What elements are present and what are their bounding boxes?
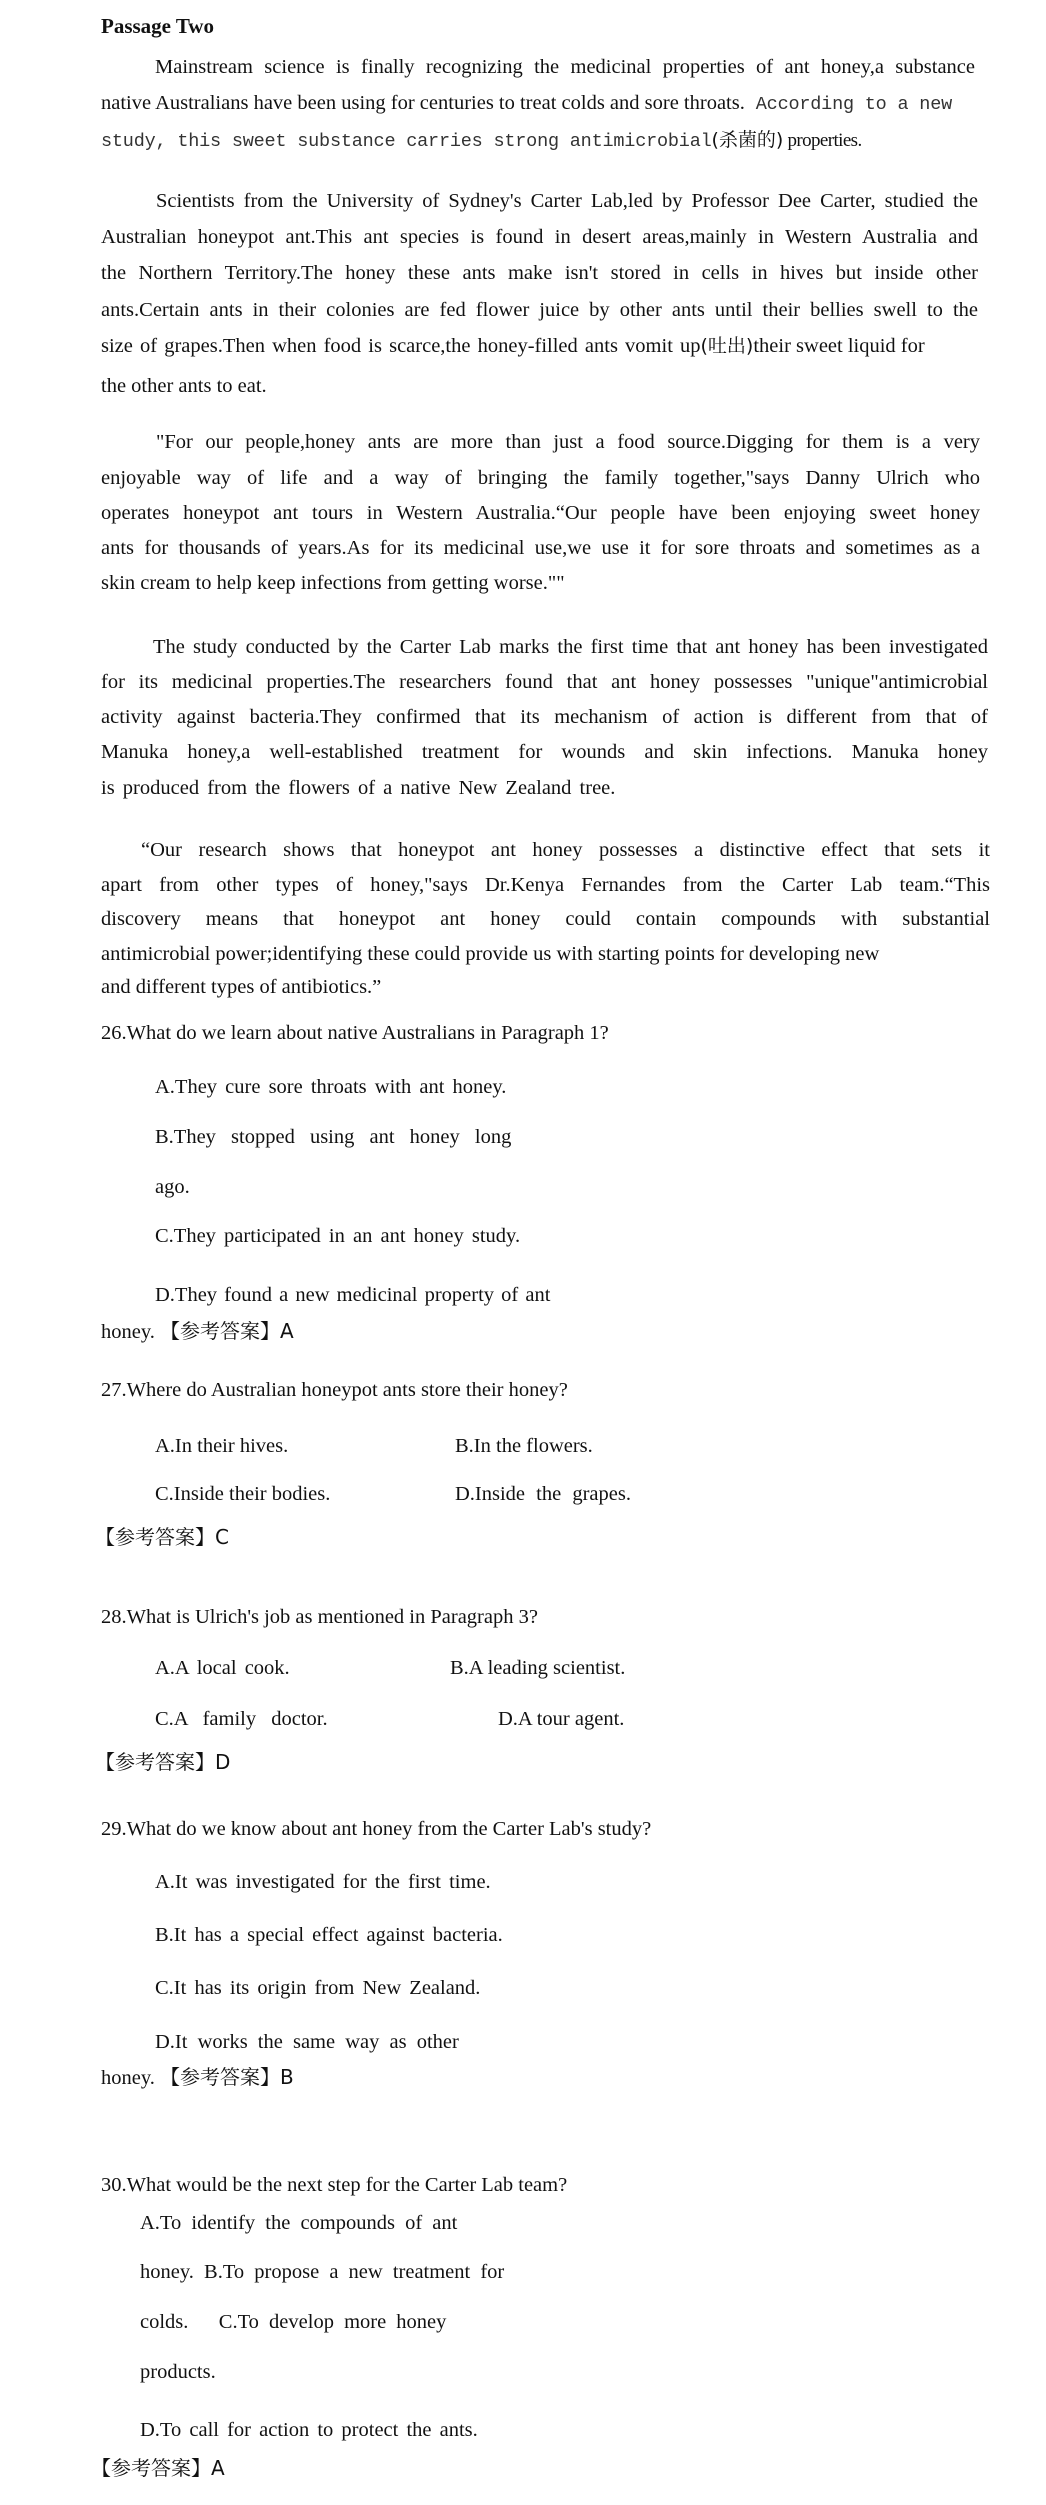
p2-line-5 — [101, 333, 925, 359]
q26-answer: 【参考答案】A — [160, 1319, 294, 1343]
q26-stem: 26.What do we learn about native Australians in Paragraph 1? — [101, 1022, 609, 1044]
p5-line-4: antimicrobial power;identifying these could provide us with starting points for developing new — [101, 943, 880, 965]
q29-option-b: B.It has a special effect against bacteria. — [155, 1924, 503, 1946]
p4-line-4: Manuka honey,a well-established treatment for wounds and skin infections. Manuka honey — [101, 741, 988, 763]
p5-line-5: and different types of antibiotics.” — [101, 976, 382, 998]
q26-option-b-cont: ago. — [155, 1176, 190, 1198]
q28-option-a: A.A local cook. — [155, 1657, 290, 1679]
q26-option-b: B.They stopped using ant honey long — [155, 1126, 512, 1148]
q28-option-c: C.A family doctor. — [155, 1708, 328, 1730]
p3-line-1: "For our people,honey ants are more than just a food source.Digging for them is a very — [156, 431, 980, 453]
q29-option-d: D.It works the same way as other — [155, 2031, 459, 2053]
q30-option-a: A.To identify the compounds of ant — [140, 2212, 458, 2234]
q27-answer: 【参考答案】C — [95, 1525, 229, 1549]
q29-answer: 【参考答案】B — [160, 2065, 294, 2089]
q30-option-a-cont — [140, 2259, 504, 2285]
p2-line-5-a: size of grapes.Then when food is scarce,the honey-filled ants vomit up — [101, 335, 701, 357]
p4-line-5: is produced from the flowers of a native New Zealand tree. — [101, 777, 616, 799]
q30-option-c: C.To develop more honey — [218, 2311, 447, 2333]
p4-line-1: The study conducted by the Carter Lab marks the first time that ant honey has been investigated — [153, 636, 988, 658]
q30-answer: 【参考答案】A — [91, 2456, 225, 2480]
q27-stem: 27.Where do Australian honeypot ants store their honey? — [101, 1379, 568, 1401]
p5-line-3: discovery means that honeypot ant honey could contain compounds with substantial — [101, 908, 990, 930]
q27-option-d: D.Inside the grapes. — [455, 1483, 631, 1505]
p3-line-4: ants for thousands of years.As for its medicinal use,we use it for sore throats and sometimes as a — [101, 537, 980, 559]
p3-line-3: operates honeypot ant tours in Western Australia.“Our people have been enjoying sweet honey — [101, 502, 980, 524]
q30-option-b-cont — [140, 2309, 446, 2335]
q30-option-d: D.To call for action to protect the ants. — [140, 2419, 478, 2441]
p3-line-5: skin cream to help keep infections from getting worse."" — [101, 572, 565, 594]
q30-option-b-cont-text: colds. — [140, 2311, 189, 2333]
q27-option-a: A.In their hives. — [155, 1435, 289, 1457]
q26-option-d: D.They found a new medicinal property of ant — [155, 1284, 551, 1306]
q29-stem: 29.What do we know about ant honey from the Carter Lab's study? — [101, 1818, 652, 1840]
p3-line-2: enjoyable way of life and a way of bringing the family together,"says Danny Ulrich who — [101, 467, 980, 489]
q29-option-d-cont — [101, 2064, 294, 2091]
q29-option-c: C.It has its origin from New Zealand. — [155, 1977, 481, 1999]
p1-line-2-mono: According to a new — [744, 94, 952, 115]
q30-option-c-cont: products. — [140, 2361, 216, 2383]
q30-option-b: B.To propose a new treatment for — [204, 2261, 505, 2283]
q28-option-b: B.A leading scientist. — [450, 1657, 626, 1679]
q28-stem: 28.What is Ulrich's job as mentioned in Paragraph 3? — [101, 1606, 538, 1628]
q28-answer: 【参考答案】D — [95, 1750, 231, 1774]
q28-option-d: D.A tour agent. — [498, 1708, 625, 1730]
p1-line-3-mono: study, this sweet substance carries strong antimicrobial — [101, 131, 712, 152]
p2-line-5-cjk: (吐出) — [700, 335, 754, 357]
q27-option-c: C.Inside their bodies. — [155, 1483, 331, 1505]
q27-option-b: B.In the flowers. — [455, 1435, 593, 1457]
p2-line-3: the Northern Territory.The honey these ants make isn't stored in cells in hives but inside other — [101, 262, 978, 284]
p1-line-3-end: properties. — [783, 130, 862, 151]
q26-option-c: C.They participated in an ant honey study. — [155, 1225, 521, 1247]
passage-title: Passage Two — [101, 14, 214, 38]
p4-line-2: for its medicinal properties.The researchers found that ant honey possesses "unique"antimicrobial — [101, 671, 988, 693]
p1-line-3-cjk: (杀菌的) — [711, 129, 784, 151]
p4-line-3: activity against bacteria.They confirmed that its mechanism of action is different from that of — [101, 706, 988, 728]
p2-line-2: Australian honeypot ant.This ant species is found in desert areas,mainly in Western Australia and — [101, 226, 978, 248]
q29-option-a: A.It was investigated for the first time. — [155, 1871, 491, 1893]
p5-line-2: apart from other types of honey,"says Dr.Kenya Fernandes from the Carter Lab team.“This — [101, 874, 990, 896]
p1-line-2-text: native Australians have been using for centuries to treat colds and sore throats. — [101, 92, 745, 114]
q26-option-d-cont — [101, 1318, 294, 1345]
p5-line-1: “Our research shows that honeypot ant honey possesses a distinctive effect that sets it — [141, 839, 990, 861]
p2-line-4: ants.Certain ants in their colonies are fed flower juice by other ants until their bellies swell to the — [101, 299, 978, 321]
q29-option-d-cont-text: honey. — [101, 2067, 155, 2089]
p2-line-5-b: their sweet liquid for — [753, 335, 925, 357]
p1-line-3 — [101, 127, 862, 155]
p1-line-1: Mainstream science is finally recognizing the medicinal properties of ant honey,a substance — [155, 56, 975, 78]
p1-line-2 — [101, 90, 952, 118]
q30-stem: 30.What would be the next step for the Carter Lab team? — [101, 2174, 568, 2196]
q26-option-d-cont-text: honey. — [101, 1321, 155, 1343]
p2-line-6: the other ants to eat. — [101, 375, 267, 397]
q26-option-a: A.They cure sore throats with ant honey. — [155, 1076, 507, 1098]
q30-option-a-cont-text: honey. — [140, 2261, 194, 2283]
p2-line-1: Scientists from the University of Sydney's Carter Lab,led by Professor Dee Carter, studied the — [156, 190, 978, 212]
